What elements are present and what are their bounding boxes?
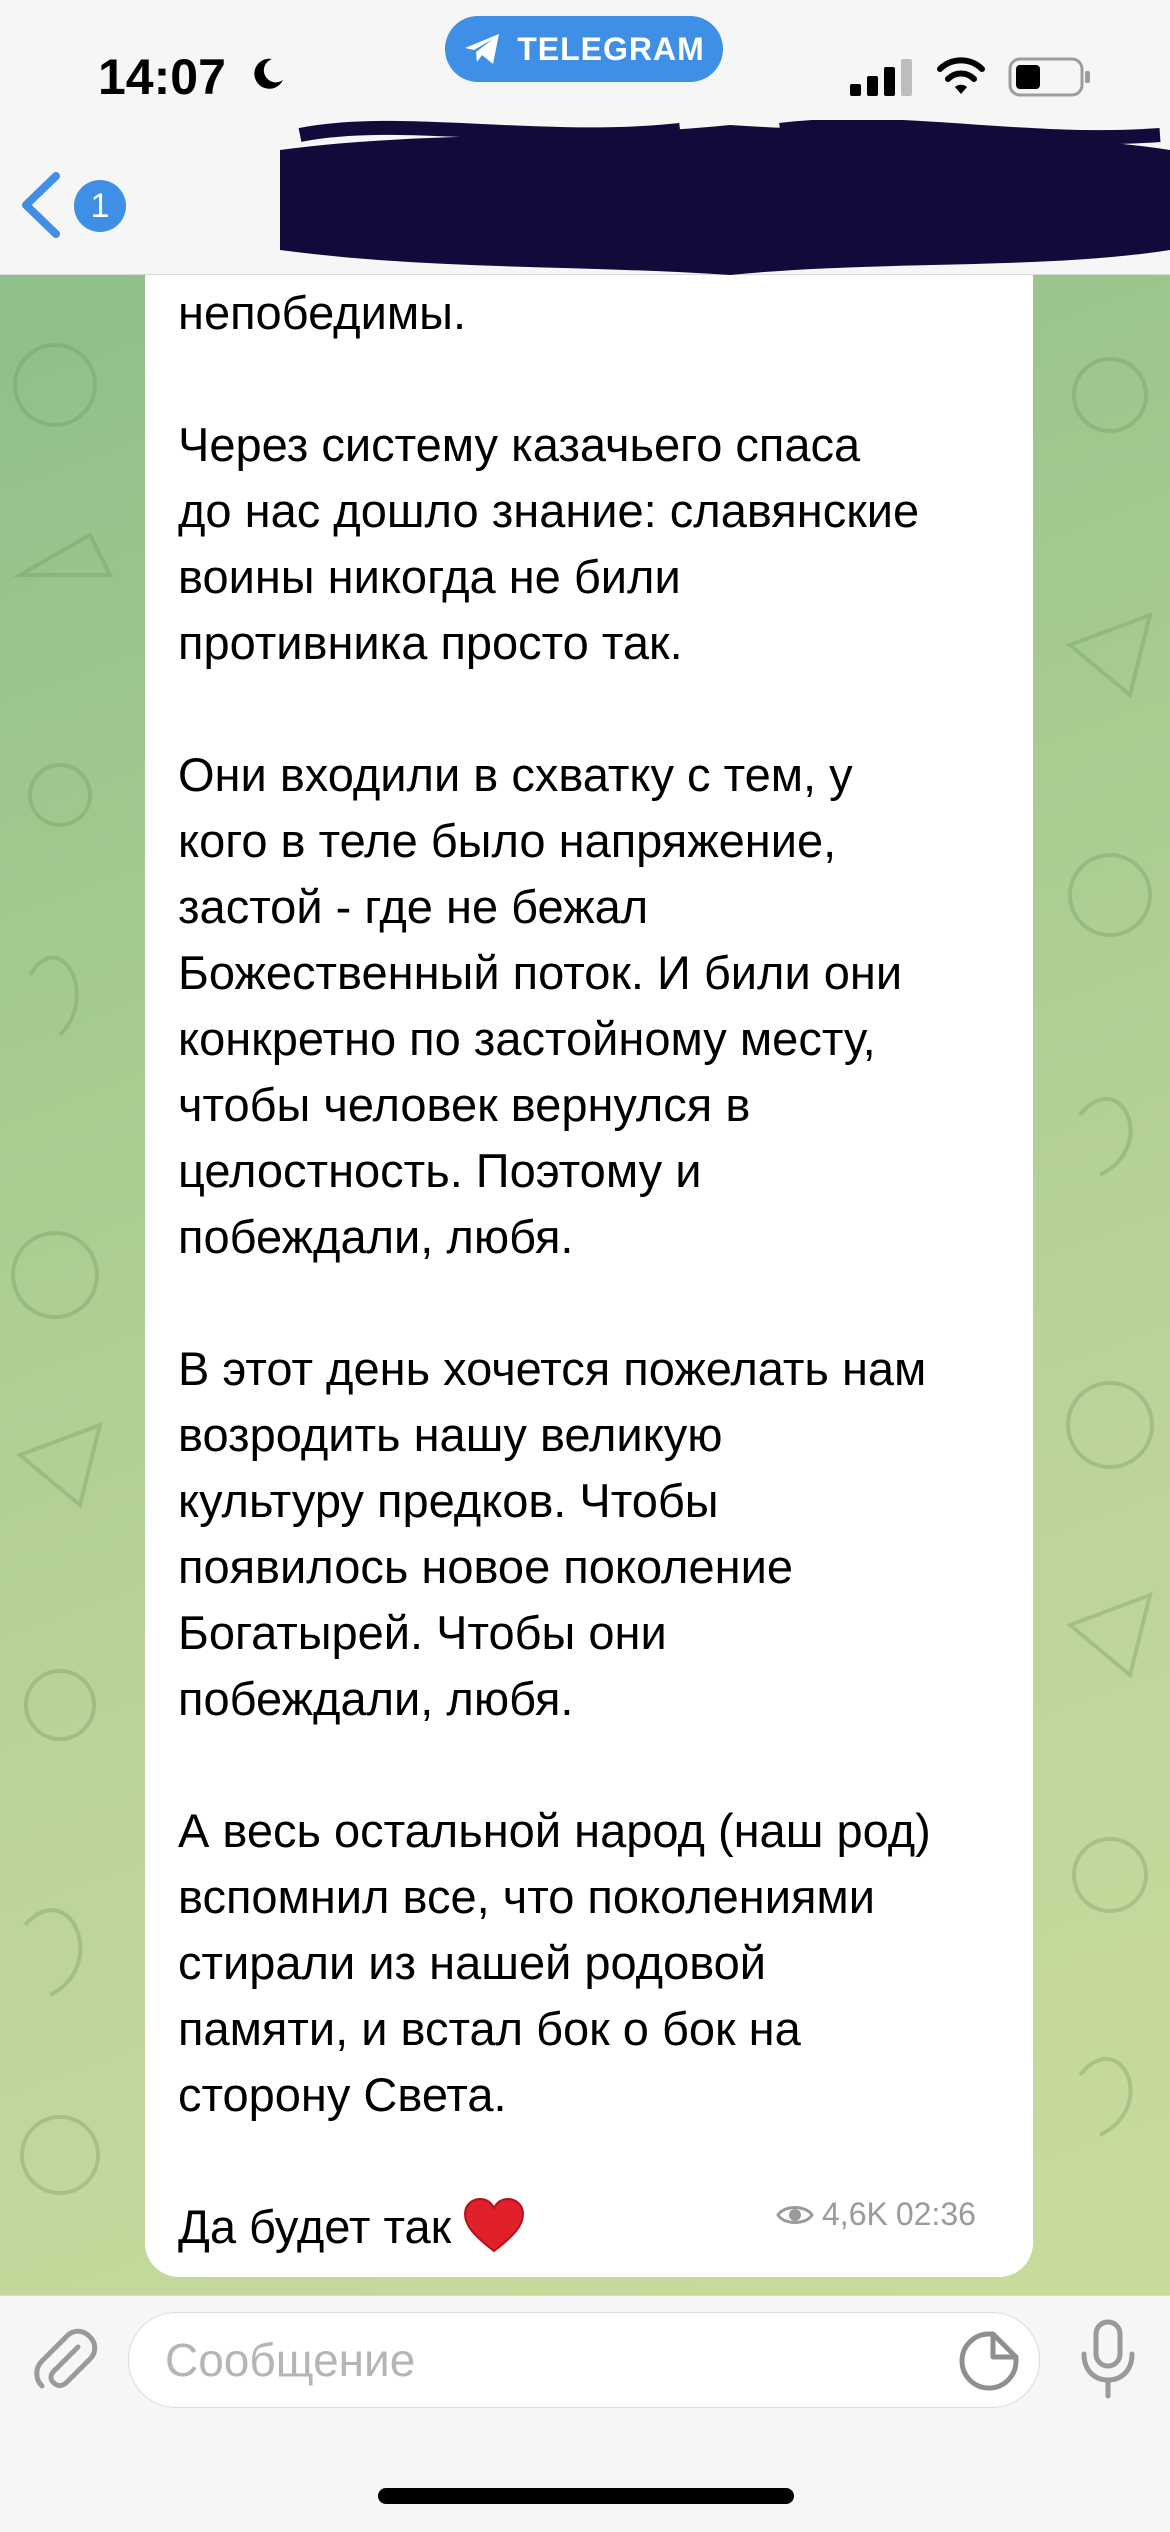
attach-icon[interactable] [30, 2325, 100, 2395]
mic-icon[interactable] [1078, 2318, 1138, 2402]
battery-icon [1008, 56, 1092, 98]
message-body: непобедимы. Через систему казачьего спаса до нас дошло знание: славянские воины никогда не били противника просто так. Они входили в схватку с тем, у кого в теле было напряжение, застой - где не бежал Божественный поток. И били они конкретно по застойному месту, чтобы человек вернулся в целостность. Поэтому и побеждали, любя. В этот день хочется пожелать нам возродить нашу великую культуру предков. Чтобы появилось новое поколение Богатырей. Чтобы они побеждали, любя. А весь остальной народ (наш род) вспомнил все, что поколениями стирали из нашей родовой памяти, и встал бок о бок на сторону Света. [178, 286, 931, 2121]
eye-icon [776, 2202, 814, 2228]
view-count: 4,6K [822, 2196, 888, 2232]
sticker-icon[interactable] [958, 2330, 1020, 2392]
telegram-icon [463, 32, 503, 66]
telegram-pill[interactable] [445, 16, 723, 82]
message-input[interactable] [128, 2312, 1040, 2408]
message-text [178, 280, 1018, 2260]
signal-icon [850, 58, 914, 98]
telegram-pill-label: TELEGRAM [517, 30, 705, 67]
home-indicator[interactable] [378, 2488, 794, 2504]
unread-badge[interactable]: 1 [74, 180, 126, 232]
heart-icon [463, 2197, 525, 2255]
wifi-icon [936, 54, 986, 98]
message-time: 02:36 [895, 2196, 976, 2232]
moon-icon [250, 56, 286, 92]
message-meta [776, 2196, 976, 2233]
top-bar [0, 0, 1170, 275]
status-time: 14:07 [98, 49, 226, 105]
message-last-line: Да будет так [178, 2200, 452, 2253]
redaction-scribble [280, 120, 1170, 280]
back-chevron-icon [18, 172, 62, 238]
